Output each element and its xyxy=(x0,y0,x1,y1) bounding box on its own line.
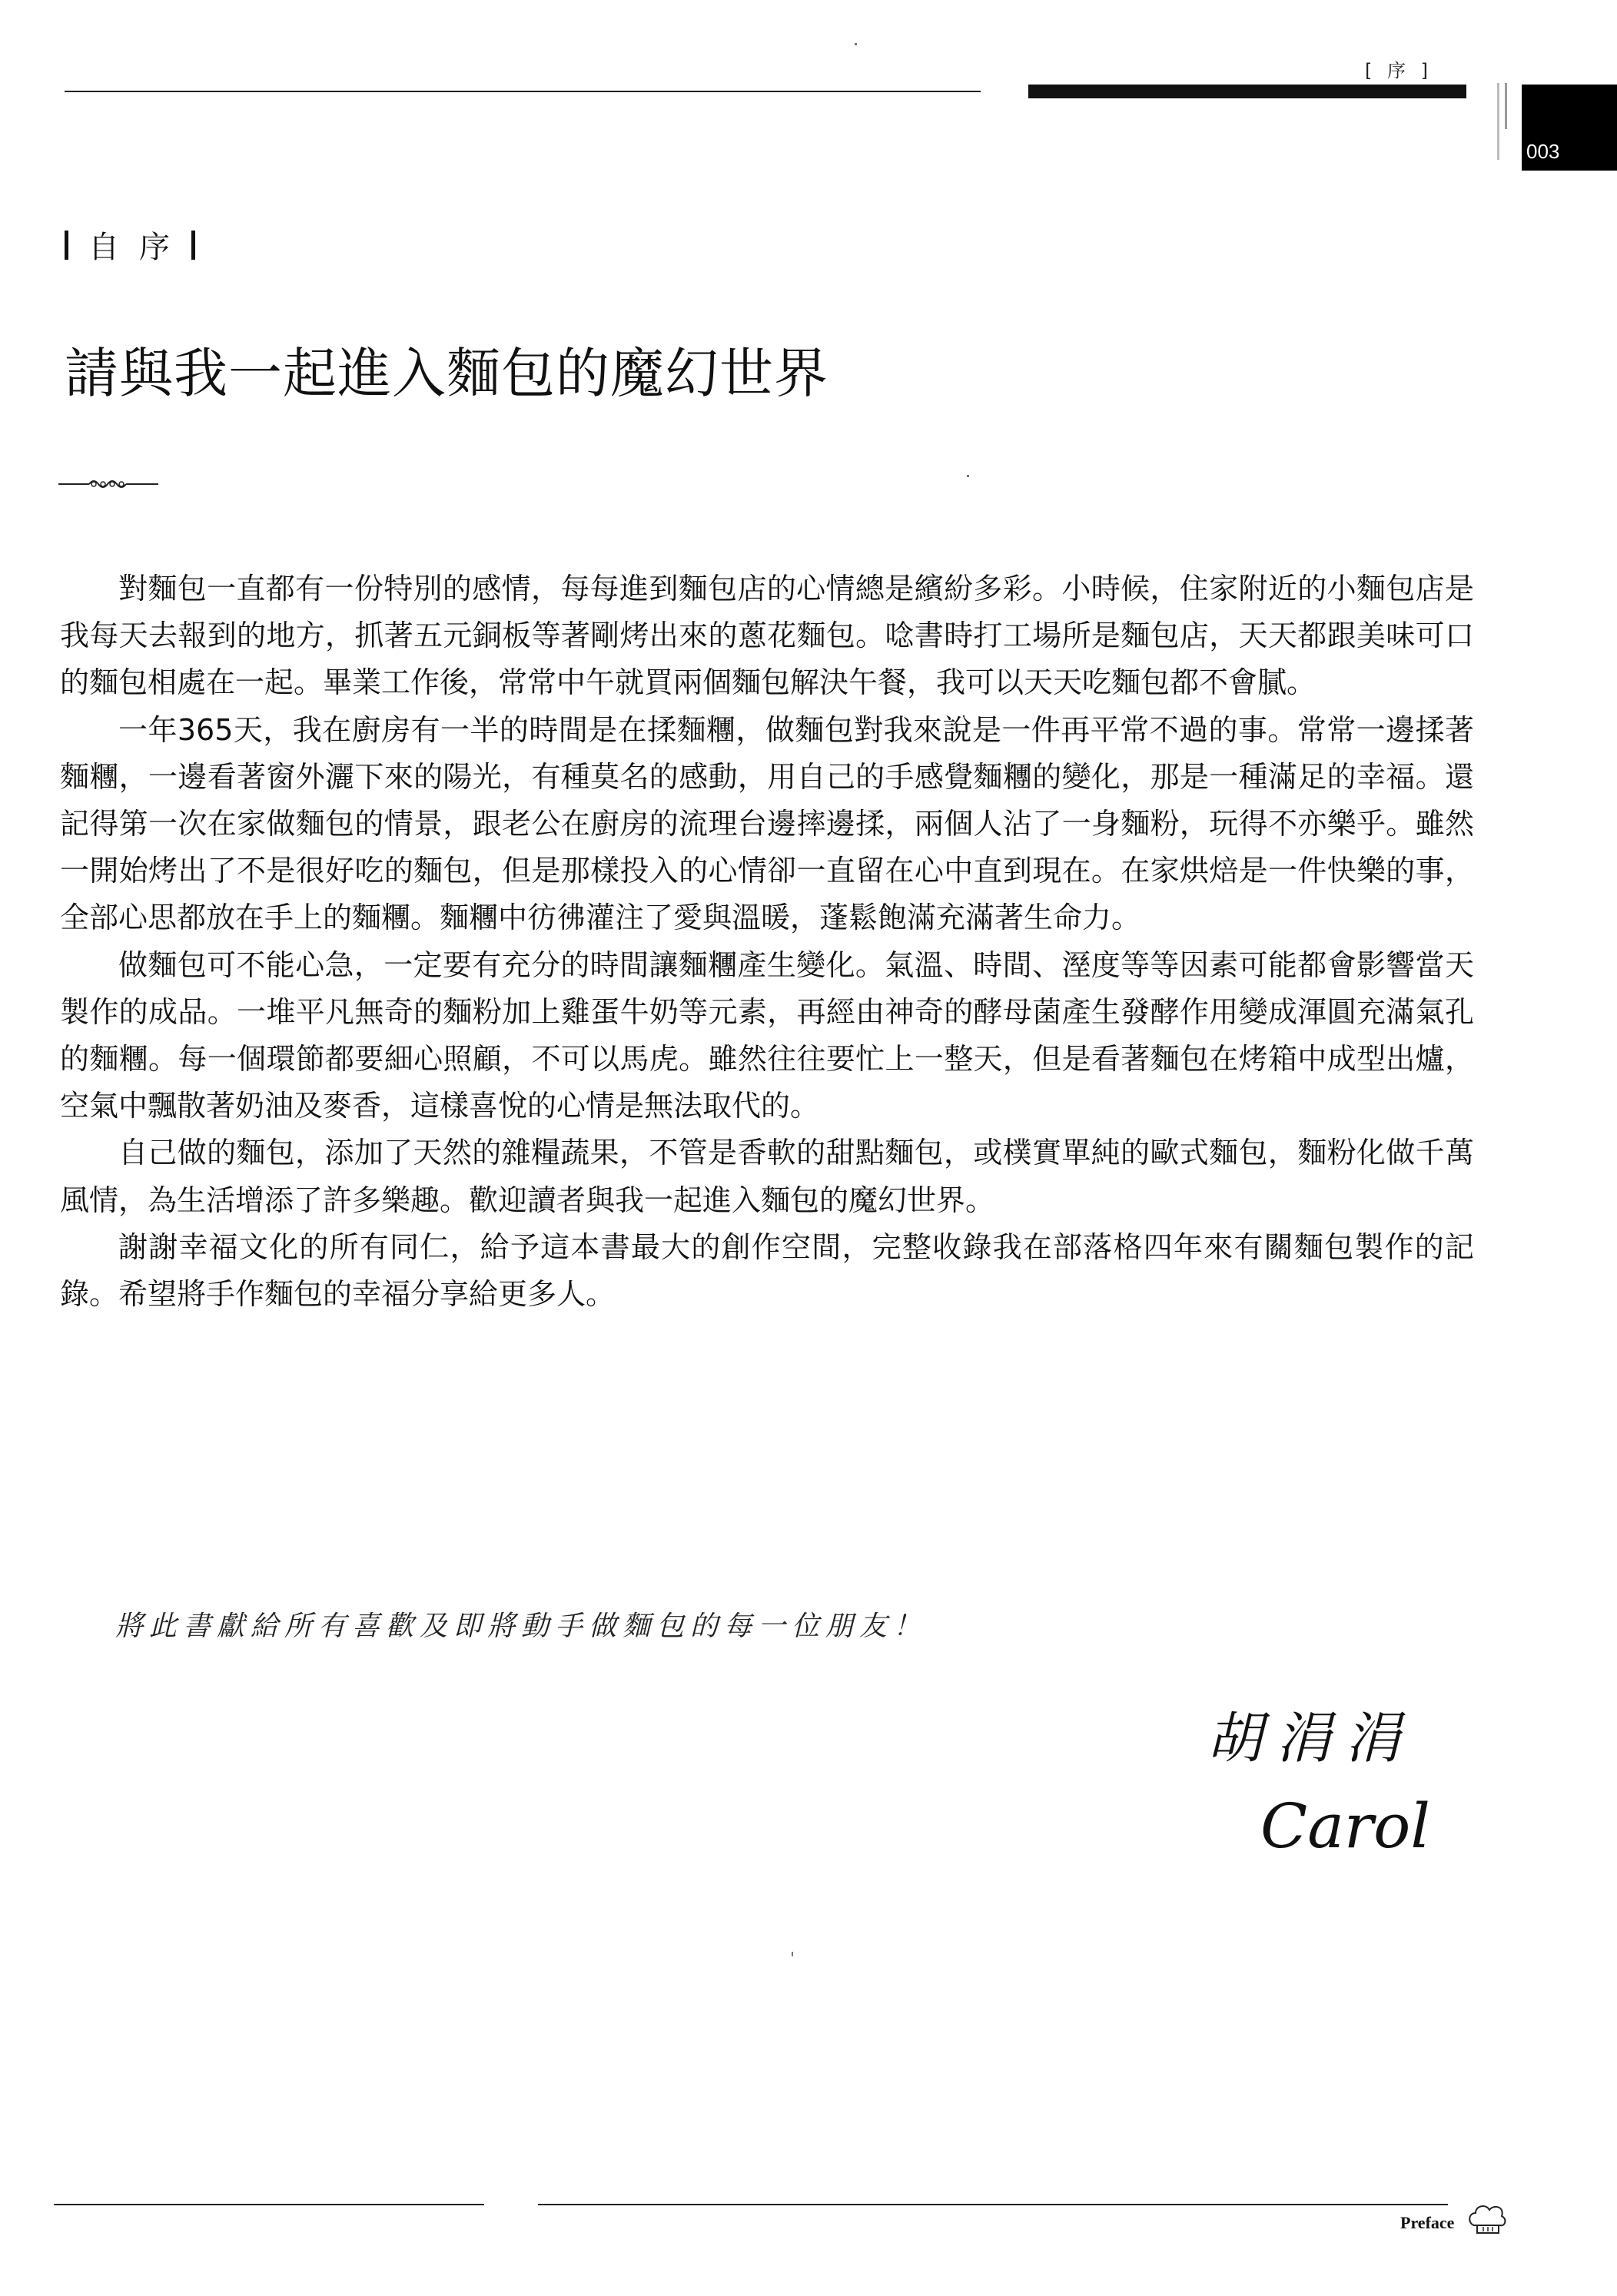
scan-speck xyxy=(855,43,857,45)
signature-chinese: 胡涓涓 xyxy=(1207,1706,1415,1770)
swirl-ornament-icon xyxy=(58,475,158,493)
dedication: 將此書獻給所有喜歡及即將動手做麵包的每一位朋友！ xyxy=(115,1611,928,1642)
chef-hat-icon xyxy=(1466,2199,1508,2239)
header-rule-thin xyxy=(65,91,981,92)
scan-speck xyxy=(792,1952,793,1956)
header-section-label: [ 序 ] xyxy=(1365,60,1433,81)
page-title: 請與我一起進入麵包的魔幻世界 xyxy=(65,342,828,405)
footer-label: Preface xyxy=(1400,2213,1455,2232)
edge-mark xyxy=(1497,83,1499,160)
paragraph: 做麵包可不能心急，一定要有充分的時間讓麵糰產生變化。氣溫、時間、溼度等等因素可能都會影響當天製作的成品。一堆平凡無奇的麵粉加上雞蛋牛奶等元素，再經由神奇的酵母菌產生發酵作用變成渾圓充滿氣孔的麵糰。每一個環節都要細心照顧，不可以馬虎。雖然往往要忙上一整天，但是看著麵包在烤箱中成型出爐，空氣中飄散著奶油及麥香，這樣喜悅的心情是無法取代的。 xyxy=(60,947,1474,1123)
section-label xyxy=(65,223,195,267)
page-number: 003 xyxy=(1526,140,1560,163)
footer-rule-left xyxy=(54,2204,484,2205)
body-text xyxy=(60,566,1474,1318)
section-label-text: 自序 xyxy=(88,230,190,265)
paragraph: 一年365天，我在廚房有一半的時間是在揉麵糰，做麵包對我來說是一件再平常不過的事。常常一邊揉著麵糰，一邊看著窗外灑下來的陽光，有種莫名的感動，用自己的手感覺麵糰的變化，那是一種滿足的幸福。還記得第一次在家做麵包的情景，跟老公在廚房的流理台邊摔邊揉，兩個人沾了一身麵粉，玩得不亦樂乎。雖然一開始烤出了不是很好吃的麵包，但是那樣投入的心情卻一直留在心中直到現在。在家烘焙是一件快樂的事，全部心思都放在手上的麵糰。麵糰中彷彿灌注了愛與溫暖，蓬鬆飽滿充滿著生命力。 xyxy=(60,712,1474,935)
footer-rule-right xyxy=(538,2204,1448,2205)
edge-mark xyxy=(1505,83,1507,129)
signature-english: Carol xyxy=(1260,1790,1430,1862)
scan-speck xyxy=(967,475,969,477)
paragraph: 自己做的麵包，添加了天然的雜糧蔬果，不管是香軟的甜點麵包，或樸實單純的歐式麵包，麵粉化做千萬風情，為生活增添了許多樂趣。歡迎讀者與我一起進入麵包的魔幻世界。 xyxy=(60,1136,1474,1217)
paragraph: 對麵包一直都有一份特別的感情，每每進到麵包店的心情總是繽紛多彩。小時候，住家附近的小麵包店是我每天去報到的地方，抓著五元銅板等著剛烤出來的蔥花麵包。唸書時打工場所是麵包店，天天都跟美味可口的麵包相處在一起。畢業工作後，常常中午就買兩個麵包解決午餐，我可以天天吃麵包都不會膩。 xyxy=(60,572,1474,700)
header-rule-thick xyxy=(1028,85,1466,98)
section-label-bar-left xyxy=(65,231,68,260)
section-label-bar-right xyxy=(191,231,195,260)
paragraph: 謝謝幸福文化的所有同仁，給予這本書最大的創作空間，完整收錄我在部落格四年來有關麵包製作的記錄。希望將手作麵包的幸福分享給更多人。 xyxy=(60,1229,1474,1312)
